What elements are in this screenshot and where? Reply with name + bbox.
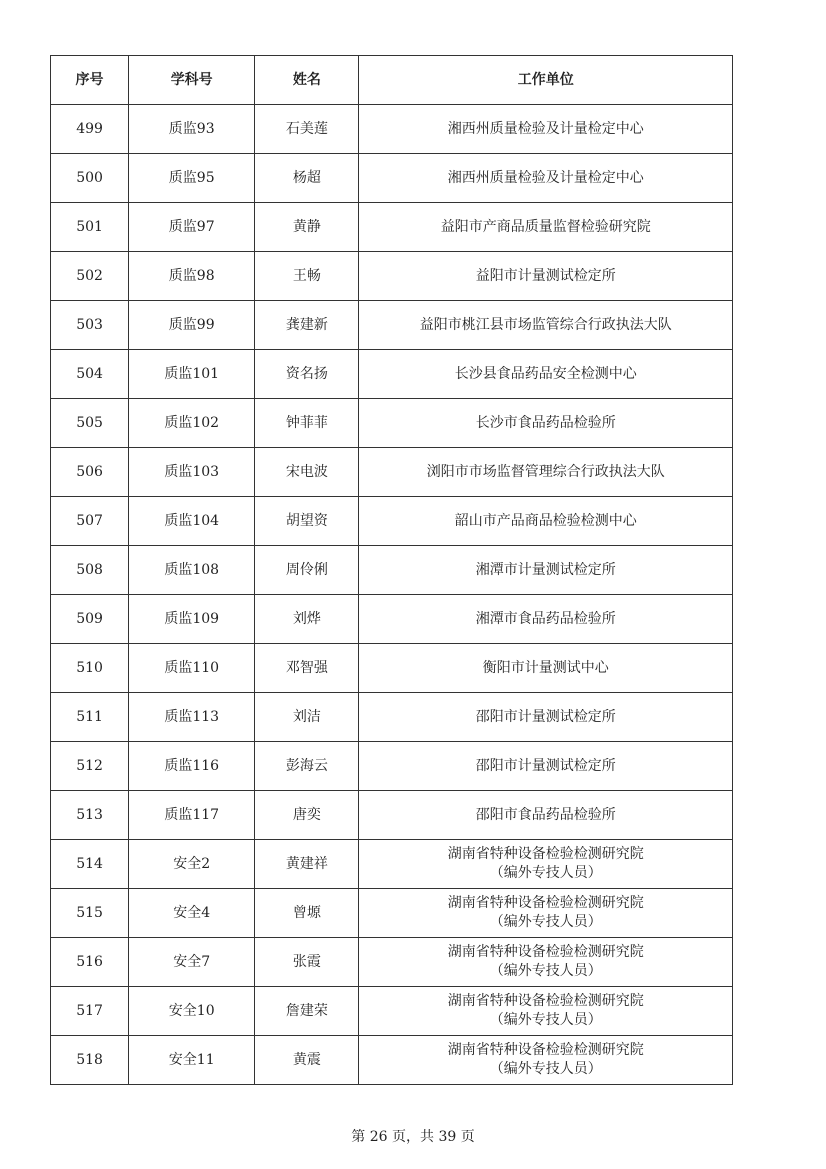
cell-subject-code: 质监109 (129, 595, 255, 644)
cell-subject-code: 安全2 (129, 840, 255, 889)
personnel-table (50, 55, 733, 1085)
cell-work-unit (359, 1036, 733, 1085)
cell-seq: 500 (51, 154, 129, 203)
cell-work-unit (359, 301, 733, 350)
cell-work-unit (359, 889, 733, 938)
cell-name: 唐奕 (255, 791, 359, 840)
table-row (51, 889, 733, 938)
work-unit-line: 邵阳市食品药品检验所 (475, 806, 616, 823)
table-row (51, 448, 733, 497)
page-number-footer: 第 26 页，共 39 页 (351, 1129, 475, 1145)
work-unit-line: 韶山市产品商品检验检测中心 (454, 512, 637, 529)
cell-subject-code: 质监97 (129, 203, 255, 252)
work-unit-line: 湖南省特种设备检验检测研究院 (447, 1042, 644, 1058)
cell-work-unit (359, 497, 733, 546)
cell-seq: 518 (51, 1036, 129, 1085)
table-row (51, 154, 733, 203)
table-row (51, 595, 733, 644)
work-unit-line: 益阳市计量测试检定所 (475, 267, 616, 284)
table-row (51, 203, 733, 252)
cell-subject-code: 质监104 (129, 497, 255, 546)
table-row (51, 105, 733, 154)
cell-seq: 505 (51, 399, 129, 448)
cell-work-unit (359, 644, 733, 693)
cell-seq: 499 (51, 105, 129, 154)
cell-name: 刘洁 (255, 693, 359, 742)
table-row (51, 840, 733, 889)
cell-work-unit (359, 693, 733, 742)
cell-subject-code: 安全7 (129, 938, 255, 987)
cell-seq: 515 (51, 889, 129, 938)
cell-name: 彭海云 (255, 742, 359, 791)
cell-work-unit (359, 987, 733, 1036)
table-row (51, 742, 733, 791)
cell-subject-code: 质监108 (129, 546, 255, 595)
cell-seq: 512 (51, 742, 129, 791)
work-unit-line: 湘潭市食品药品检验所 (475, 610, 616, 627)
cell-work-unit (359, 252, 733, 301)
cell-seq: 516 (51, 938, 129, 987)
work-unit-line: 益阳市产商品质量监督检验研究院 (440, 218, 651, 235)
cell-work-unit (359, 399, 733, 448)
cell-work-unit (359, 203, 733, 252)
work-unit-line: （编外专技人员） (489, 914, 602, 930)
work-unit-line: 湖南省特种设备检验检测研究院 (447, 895, 644, 911)
cell-name: 黄静 (255, 203, 359, 252)
cell-seq: 514 (51, 840, 129, 889)
cell-name: 石美莲 (255, 105, 359, 154)
work-unit-line: 长沙县食品药品安全检测中心 (454, 365, 637, 382)
cell-subject-code: 质监116 (129, 742, 255, 791)
table-row (51, 791, 733, 840)
work-unit-line: （编外专技人员） (489, 865, 602, 881)
work-unit-line: 湖南省特种设备检验检测研究院 (447, 944, 644, 960)
work-unit-line: （编外专技人员） (489, 1012, 602, 1028)
work-unit-line: 长沙市食品药品检验所 (475, 414, 616, 431)
cell-work-unit (359, 154, 733, 203)
cell-subject-code: 质监110 (129, 644, 255, 693)
work-unit-line: 邵阳市计量测试检定所 (475, 708, 616, 725)
table-row (51, 693, 733, 742)
work-unit-line: 浏阳市市场监督管理综合行政执法大队 (426, 463, 665, 480)
cell-seq: 513 (51, 791, 129, 840)
cell-subject-code: 质监113 (129, 693, 255, 742)
cell-work-unit (359, 546, 733, 595)
cell-work-unit (359, 840, 733, 889)
cell-work-unit (359, 938, 733, 987)
table-row (51, 987, 733, 1036)
cell-subject-code: 质监103 (129, 448, 255, 497)
header-row (51, 56, 733, 105)
cell-subject-code: 质监95 (129, 154, 255, 203)
header-name: 姓名 (255, 56, 359, 105)
cell-name: 杨超 (255, 154, 359, 203)
table-row (51, 1036, 733, 1085)
cell-name: 周伶俐 (255, 546, 359, 595)
table-body (51, 105, 733, 1085)
cell-name: 曾塬 (255, 889, 359, 938)
cell-work-unit (359, 350, 733, 399)
cell-name: 黄震 (255, 1036, 359, 1085)
cell-name: 资名扬 (255, 350, 359, 399)
header-subject-code: 学科号 (129, 56, 255, 105)
cell-subject-code: 质监102 (129, 399, 255, 448)
cell-seq: 506 (51, 448, 129, 497)
cell-subject-code: 质监93 (129, 105, 255, 154)
cell-work-unit (359, 791, 733, 840)
cell-work-unit (359, 105, 733, 154)
table-row (51, 497, 733, 546)
cell-seq: 509 (51, 595, 129, 644)
work-unit-line: 邵阳市计量测试检定所 (475, 757, 616, 774)
work-unit-line: 益阳市桃江县市场监管综合行政执法大队 (419, 316, 672, 333)
work-unit-line: 湘西州质量检验及计量检定中心 (447, 169, 644, 186)
cell-name: 龚建新 (255, 301, 359, 350)
table-header (51, 56, 733, 105)
cell-seq: 503 (51, 301, 129, 350)
work-unit-line: 衡阳市计量测试中心 (482, 659, 609, 676)
work-unit-line: 湖南省特种设备检验检测研究院 (447, 993, 644, 1009)
cell-seq: 508 (51, 546, 129, 595)
table-row (51, 350, 733, 399)
cell-work-unit (359, 448, 733, 497)
cell-seq: 502 (51, 252, 129, 301)
cell-seq: 511 (51, 693, 129, 742)
work-unit-line: （编外专技人员） (489, 963, 602, 979)
work-unit-line: 湘西州质量检验及计量检定中心 (447, 120, 644, 137)
work-unit-line: （编外专技人员） (489, 1061, 602, 1077)
table-row (51, 546, 733, 595)
cell-name: 黄建祥 (255, 840, 359, 889)
cell-name: 张霞 (255, 938, 359, 987)
table-row (51, 252, 733, 301)
work-unit-line: 湘潭市计量测试检定所 (475, 561, 616, 578)
cell-subject-code: 质监98 (129, 252, 255, 301)
table-row (51, 399, 733, 448)
table-row (51, 644, 733, 693)
table-row (51, 301, 733, 350)
cell-name: 宋电波 (255, 448, 359, 497)
cell-name: 邓智强 (255, 644, 359, 693)
table-row (51, 938, 733, 987)
cell-seq: 517 (51, 987, 129, 1036)
cell-name: 胡望资 (255, 497, 359, 546)
cell-subject-code: 安全10 (129, 987, 255, 1036)
cell-name: 刘烨 (255, 595, 359, 644)
cell-name: 王畅 (255, 252, 359, 301)
cell-name: 钟菲菲 (255, 399, 359, 448)
cell-seq: 501 (51, 203, 129, 252)
cell-seq: 510 (51, 644, 129, 693)
cell-work-unit (359, 742, 733, 791)
work-unit-line: 湖南省特种设备检验检测研究院 (447, 846, 644, 862)
cell-subject-code: 质监117 (129, 791, 255, 840)
cell-name: 詹建荣 (255, 987, 359, 1036)
cell-subject-code: 质监101 (129, 350, 255, 399)
cell-subject-code: 质监99 (129, 301, 255, 350)
cell-work-unit (359, 595, 733, 644)
cell-subject-code: 安全11 (129, 1036, 255, 1085)
header-work-unit: 工作单位 (359, 56, 733, 105)
cell-subject-code: 安全4 (129, 889, 255, 938)
header-seq: 序号 (51, 56, 129, 105)
cell-seq: 504 (51, 350, 129, 399)
cell-seq: 507 (51, 497, 129, 546)
